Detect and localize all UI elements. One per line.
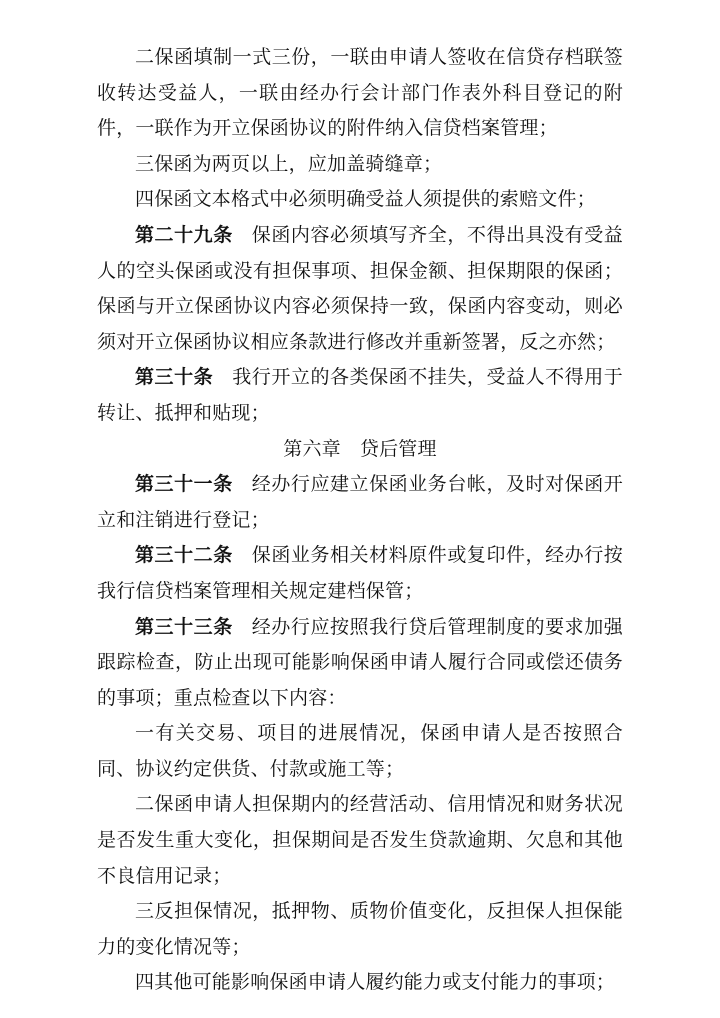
paragraph-claim-documents: 四保函文本格式中必须明确受益人须提供的索赔文件； — [135, 188, 596, 211]
article-32-number: 第三十二条 — [135, 544, 233, 567]
article-32-text: 保函业务相关材料原件或复印件，经办行按我行信贷档案管理相关规定建档保管； — [97, 544, 623, 602]
chapter-title: 贷后管理 — [359, 437, 437, 460]
paragraph-copies: 二保函填制一式三份，一联由申请人签收在信贷存档联签收转达受益人，一联由经办行会计部门作表外科目登记的附件，一联作为开立保函协议的附件纳入信贷档案管理； — [97, 46, 623, 140]
article-33-text: 经办行应按照我行贷后管理制度的要求加强跟踪检查，防止出现可能影响保函申请人履行合同或偿还债务的事项；重点检查以下内容： — [97, 615, 623, 709]
article-29 — [97, 218, 623, 360]
article-30 — [97, 360, 623, 431]
check-item-2: 二保函申请人担保期内的经营活动、信用情况和财务状况是否发生重大变化，担保期间是否发生贷款逾期、欠息和其他不良信用记录； — [97, 793, 623, 887]
chapter-heading — [97, 432, 623, 468]
article-33-number: 第三十三条 — [135, 615, 233, 638]
article-31 — [97, 467, 623, 538]
article-30-text: 我行开立的各类保函不挂失，受益人不得用于转让、抵押和贴现； — [97, 366, 623, 424]
article-30-number: 第三十条 — [135, 366, 214, 389]
document-body — [97, 40, 623, 1001]
article-32 — [97, 538, 623, 609]
article-33 — [97, 610, 623, 717]
article-31-number: 第三十一条 — [135, 473, 233, 496]
check-item-1: 一有关交易、项目的进展情况，保函申请人是否按照合同、协议约定供货、付款或施工等； — [97, 722, 623, 780]
article-29-number: 第二十九条 — [135, 223, 233, 246]
chapter-number: 第六章 — [283, 437, 341, 460]
paragraph-seal: 三保函为两页以上，应加盖骑缝章； — [135, 152, 443, 175]
article-31-text: 经办行应建立保函业务台帐，及时对保函开立和注销进行登记； — [97, 473, 623, 531]
check-item-3: 三反担保情况，抵押物、质物价值变化，反担保人担保能力的变化情况等； — [97, 900, 623, 958]
check-item-4: 四其他可能影响保函申请人履约能力或支付能力的事项； — [135, 971, 616, 994]
article-29-text: 保函内容必须填写齐全，不得出具没有受益人的空头保函或没有担保事项、担保金额、担保期限的保函；保函与开立保函协议内容必须保持一致，保函内容变动，则必须对开立保函协议相应条款进行修改并重新签署，反之亦然； — [97, 223, 623, 353]
